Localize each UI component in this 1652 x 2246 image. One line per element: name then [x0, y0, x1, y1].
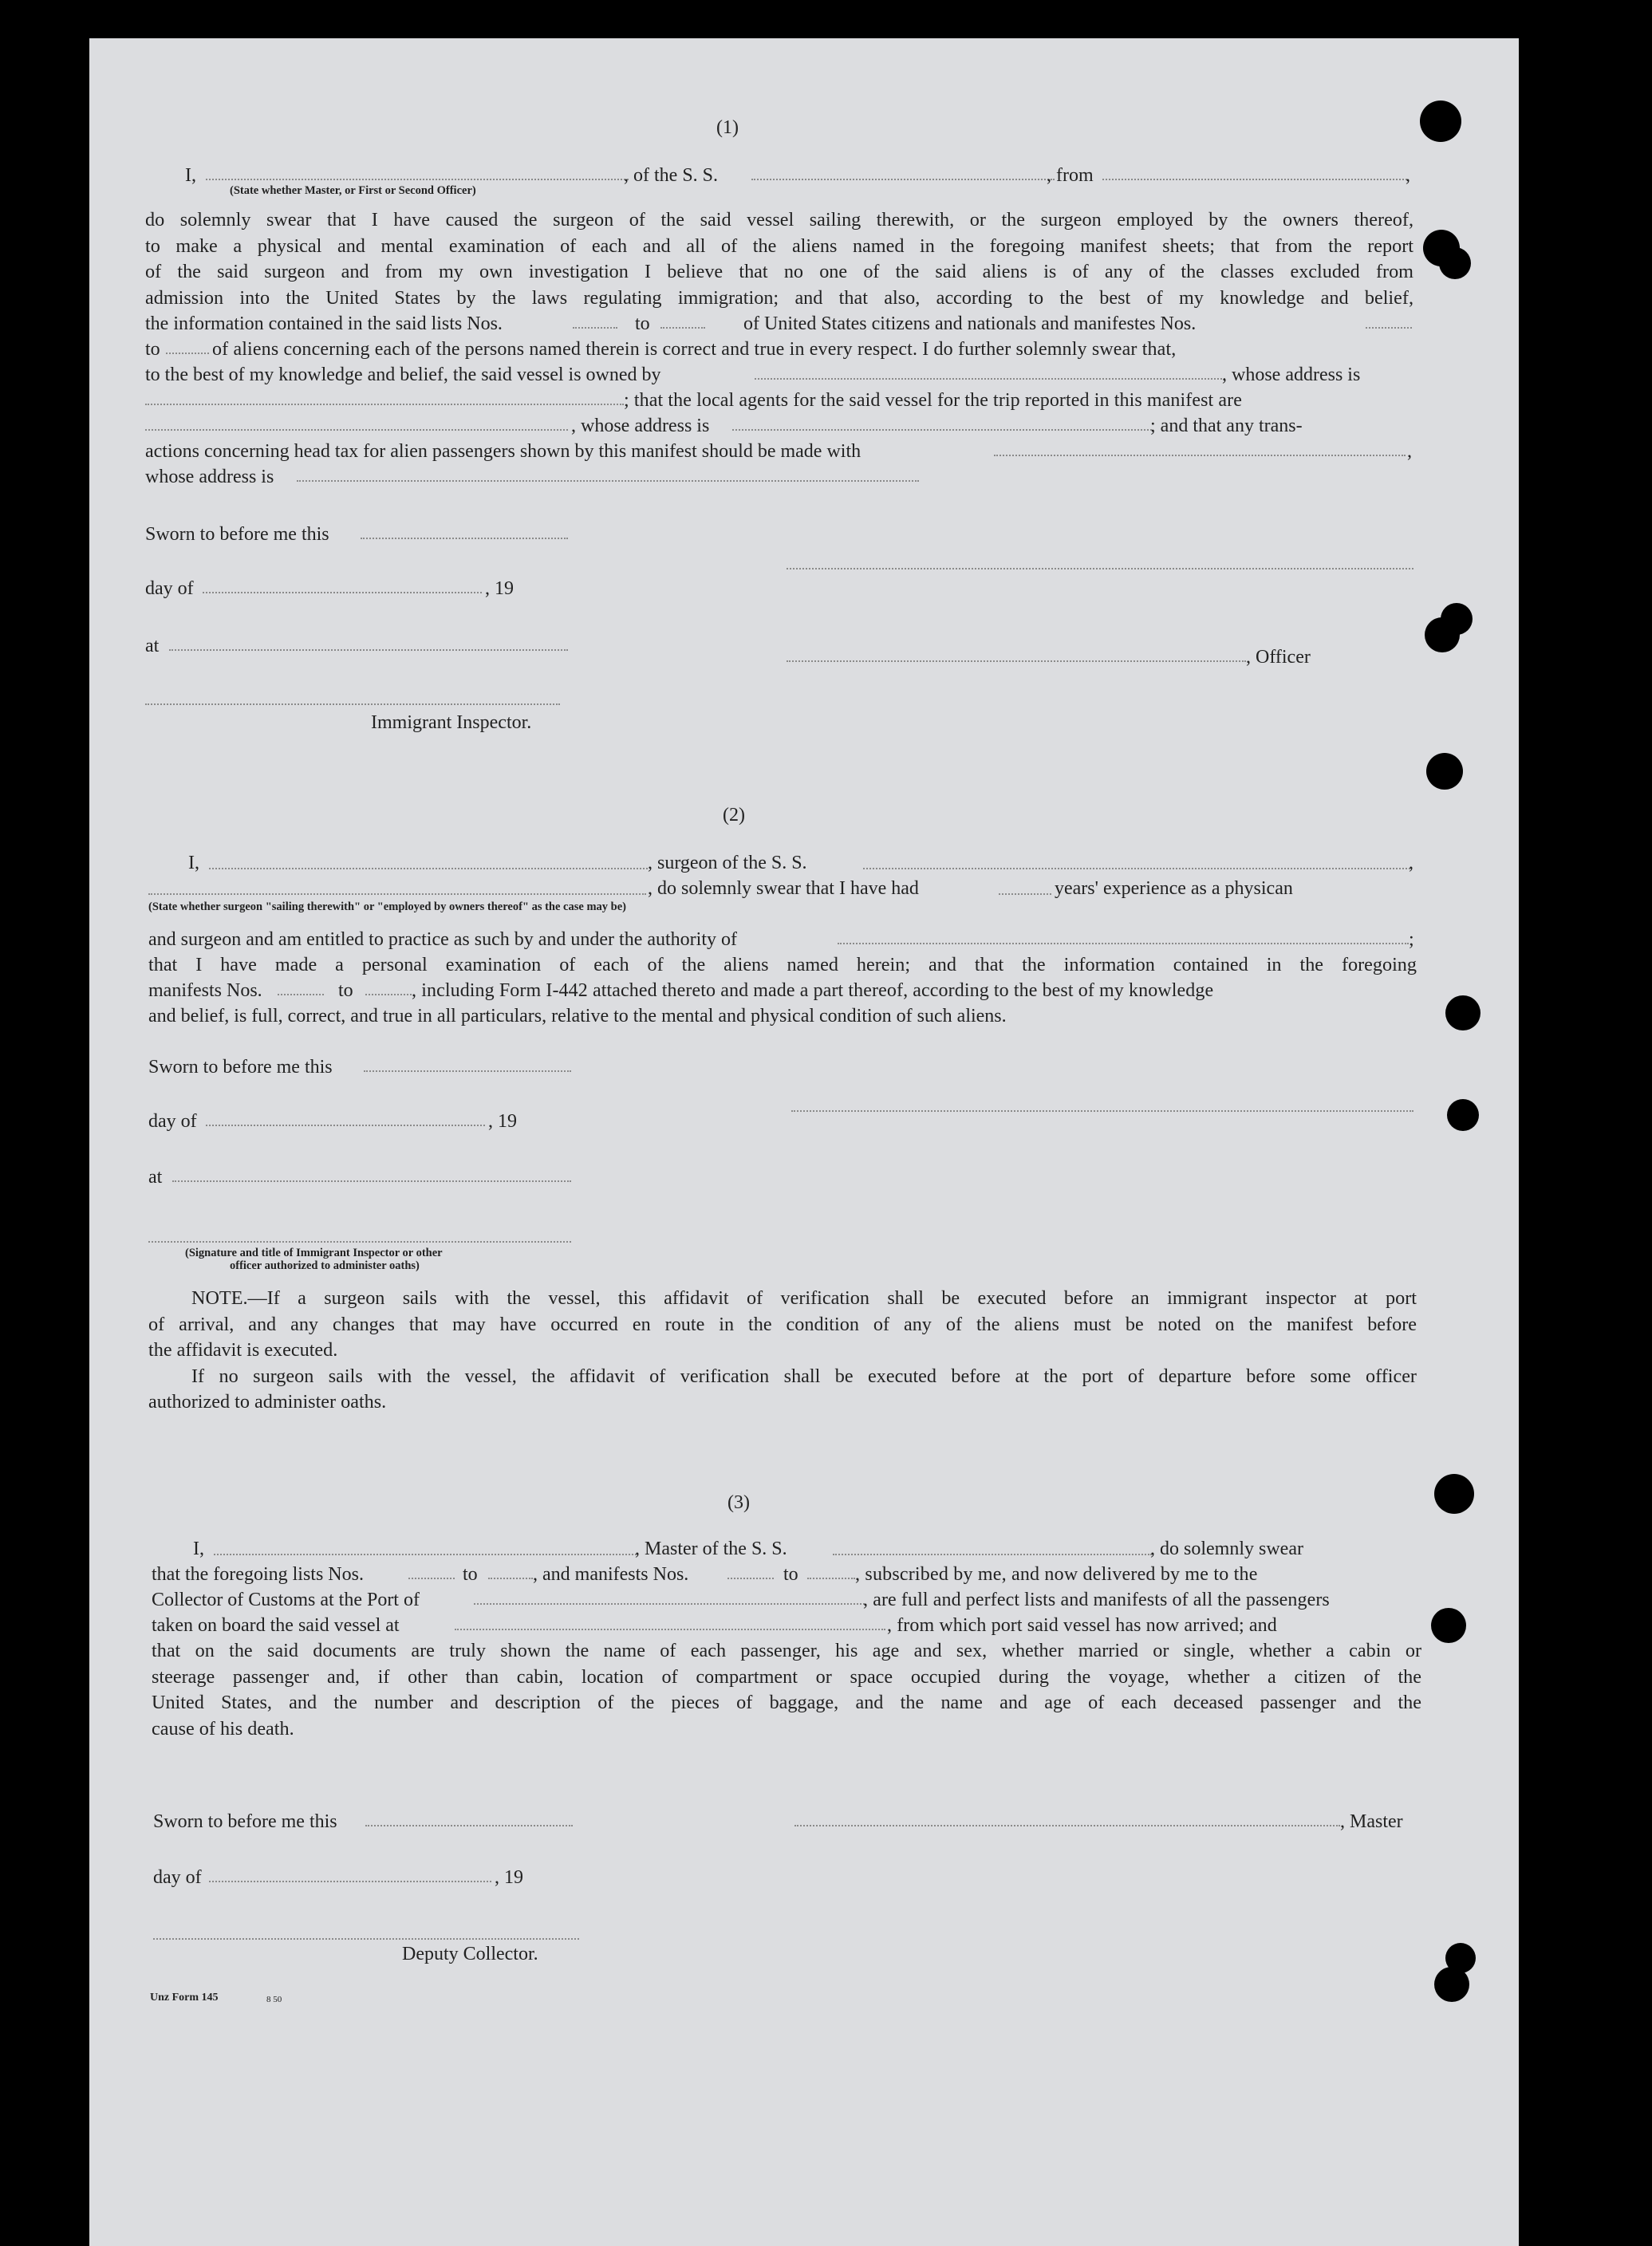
s3-oath-text [152, 1638, 1421, 1742]
s1-year-label: , 19 [485, 578, 514, 599]
s1-of-ss-label: , of the S. S. [624, 165, 719, 186]
s3-year-label: , 19 [495, 1867, 523, 1888]
s3-lists-label: that the foregoing lists Nos. [152, 1564, 364, 1585]
s1-comma: , [1407, 441, 1412, 462]
s2-inspector-signature-field[interactable] [148, 1241, 571, 1243]
s3-oath-line: United States, and the number and description of the pieces of baggage, and the name and age of each deceased passenger and the [152, 1692, 1421, 1714]
s1-to-label: to [635, 313, 650, 334]
s2-sworn-field[interactable] [364, 1070, 571, 1072]
s3-manifests-to-field[interactable] [807, 1578, 855, 1579]
surgeon-type-field[interactable] [148, 893, 646, 895]
s1-officer-field[interactable] [787, 660, 1246, 662]
s2-at-field[interactable] [172, 1180, 571, 1182]
s1-inspector-field[interactable] [145, 703, 560, 705]
s1-i-label: I, [185, 165, 196, 186]
s1-head-tax-text: actions concerning head tax for alien passengers shown by this manifest should be made with [145, 441, 861, 462]
s2-signature-note: (Signature and title of Immigrant Inspector or other [185, 1247, 443, 1259]
s1-lists-to-field[interactable] [660, 327, 705, 329]
s3-day-field[interactable] [209, 1881, 491, 1882]
section-1-number: (1) [716, 117, 739, 138]
s2-year-label: , 19 [488, 1111, 517, 1132]
punch-hole [1434, 1474, 1474, 1514]
agents-field[interactable] [145, 429, 568, 431]
s1-manifests-to-field[interactable] [166, 353, 209, 354]
s1-to-label-2: to [145, 339, 160, 360]
vessel-name-field[interactable] [751, 179, 1055, 180]
s1-lists-label: the information contained in the said lists Nos. [145, 313, 503, 334]
s3-oath-line: that on the said documents are truly shown the name of each passenger, his age and sex, whether married or single, whether a cabin or [152, 1640, 1421, 1661]
s2-belief-text: and belief, is full, correct, and true in all particulars, relative to the mental and physical condition of such aliens. [148, 1006, 1007, 1026]
s2-exam-text [148, 952, 1417, 979]
s1-at-label: at [145, 636, 160, 656]
authority-field[interactable] [838, 943, 1409, 944]
s2-vessel-field[interactable] [863, 868, 1410, 869]
s2-day-field[interactable] [206, 1125, 485, 1126]
head-tax-address-field[interactable] [297, 480, 919, 482]
form-date: 8 50 [266, 1995, 282, 2004]
surgeon-name-field[interactable] [209, 868, 648, 869]
note-line: If no surgeon sails with the vessel, the affidavit of verification shall be executed before at the port of departure before some officer [191, 1365, 1417, 1387]
note-line: of arrival, and any changes that may have occurred en route in the condition of any of the aliens must be noted on the manifest before [148, 1313, 1417, 1335]
punch-hole [1445, 995, 1480, 1030]
s2-manifests-label: manifests Nos. [148, 980, 262, 1001]
head-tax-contact-field[interactable] [994, 455, 1406, 456]
punch-hole [1447, 1099, 1479, 1131]
officer-name-field[interactable] [206, 179, 629, 180]
s3-master-signature-field[interactable] [794, 1825, 1340, 1826]
s1-at-field[interactable] [169, 649, 568, 651]
s3-to-label-2: to [783, 1564, 798, 1585]
from-port-field[interactable] [1102, 179, 1407, 180]
s1-lists-from-field[interactable] [573, 327, 617, 329]
s2-surgeon-label: , surgeon of the S. S. [648, 853, 807, 873]
punch-hole [1445, 1943, 1476, 1973]
punch-hole [1426, 753, 1463, 790]
years-experience-field[interactable] [999, 893, 1051, 895]
form-number: Unz Form 145 [150, 1992, 219, 2004]
s3-oath-line: steerage passenger and, if other than cabin, location of compartment or space occupied during the voyage, whether a citizen of the [152, 1665, 1421, 1688]
punch-hole [1420, 100, 1461, 142]
owner-address-field[interactable] [145, 404, 624, 405]
s3-master-label: , Master [1340, 1811, 1403, 1832]
s2-authority-text: and surgeon and am entitled to practice as such by and under the authority of [148, 929, 737, 950]
s1-from-label: , from [1047, 165, 1094, 186]
s1-oath-text [145, 207, 1413, 311]
s3-collector-label: Deputy Collector. [402, 1944, 538, 1964]
s3-i-label: I, [193, 1539, 204, 1559]
s3-day-label: day of [153, 1867, 202, 1888]
s1-whose-address-label: whose address is [145, 467, 274, 487]
s2-manifests-from-field[interactable] [278, 994, 324, 995]
officer-rank-note: (State whether Master, or First or Second Officer) [230, 184, 476, 197]
s3-manifests-from-field[interactable] [727, 1578, 774, 1579]
s2-semicolon: ; [1409, 929, 1414, 950]
s2-manifests-to-field[interactable] [365, 994, 412, 995]
s3-sworn-field[interactable] [365, 1825, 573, 1826]
s3-vessel-field[interactable] [833, 1554, 1152, 1555]
s1-sworn-field[interactable] [361, 538, 568, 539]
s1-transactions-text: ; and that any trans- [1150, 416, 1303, 436]
s1-officer-label: , Officer [1246, 647, 1311, 668]
s1-inspector-label: Immigrant Inspector. [371, 712, 532, 733]
note-line: authorized to administer oaths. [148, 1391, 387, 1413]
s1-oath-line: of the said surgeon and from my own investigation I believe that no one of the said aliens is of any of the classes excluded from [145, 261, 1413, 283]
s3-boarded-label: taken on board the said vessel at [152, 1615, 400, 1636]
s2-signature-field[interactable] [791, 1110, 1413, 1112]
s2-signature-note-2: officer authorized to administer oaths) [230, 1259, 420, 1272]
s2-i-label: I, [188, 853, 199, 873]
s3-manifests-label: , and manifests Nos. [533, 1564, 689, 1585]
s2-to-label: to [338, 980, 353, 1001]
s3-lists-from-field[interactable] [408, 1578, 455, 1579]
s2-comma: , [1409, 853, 1413, 873]
s2-at-label: at [148, 1167, 163, 1188]
master-name-field[interactable] [214, 1554, 637, 1555]
section-2-number: (2) [723, 805, 745, 826]
punch-hole [1439, 247, 1471, 279]
s1-manifests-label: of United States citizens and nationals and manifestes Nos. [743, 313, 1197, 334]
s1-agents-address-label: , whose address is [571, 416, 710, 436]
s1-oath-line: do solemnly swear that I have caused the surgeon of the said vessel sailing therewith, or the surgeon employed by the owners thereof, [145, 209, 1413, 231]
punch-hole [1431, 1608, 1466, 1643]
s1-sworn-label: Sworn to before me this [145, 524, 329, 545]
note-paragraph [148, 1286, 1417, 1416]
s3-subscribed-text: , subscribed by me, and now delivered by me to the [855, 1564, 1258, 1585]
s3-port-label: Collector of Customs at the Port of [152, 1590, 420, 1610]
agents-address-field[interactable] [732, 429, 1152, 431]
owner-field[interactable] [755, 378, 1225, 380]
boarding-port-field[interactable] [455, 1629, 885, 1630]
port-field[interactable] [474, 1603, 865, 1605]
s1-manifests-from-field[interactable] [1366, 327, 1412, 329]
s2-exam-line: that I have made a personal examination of each of the aliens named herein; and that the information contained in the foregoing [148, 954, 1417, 975]
s3-swear-text: , do solemnly swear [1150, 1539, 1303, 1559]
s1-signature-field[interactable] [787, 568, 1413, 569]
s2-sworn-label: Sworn to before me this [148, 1057, 333, 1078]
s1-owner-address-label: , whose address is [1222, 364, 1361, 385]
s2-years-text: years' experience as a physican [1055, 878, 1293, 899]
s3-sworn-label: Sworn to before me this [153, 1811, 337, 1832]
form-page: (1) I, , of the S. S. , from , (State whether Master, or First or Second Officer) do solemnly swear that I have caused the surgeon of the said vessel sailing therewith, or the surgeon employed by the owners thereof, to make a physical and mental examination of each and all of the aliens named in the foregoing manifest sheets; that from the report of the said surgeon and from my own investigation I believe that no one of the said aliens is of any of the classes excluded from admission into the United States by the laws regulating immigration; and that also, according to the best of my knowledge and belief, the information contained in the said lists Nos. to of United States citizens and nationals and manifestes Nos. to of aliens concerning each of the persons named therein is correct and true in every respect. I do further solemnly swear that, to the best of my knowledge and belief, the said vessel is owned by , whose address is ; that the local agents for the said vessel for the trip reported in this manifest are , whose address is ; and that any trans- actions concerning head tax for alien passengers shown by this manifest should be made with , whose address is Sworn to before me this day of , 19 at , Officer Immigrant Inspector. (2) I, , surgeon of the S. S. , , do solemnly swear that I have had years' experience as a physican (State whether surgeon "sailing therewith" or "employed by owners thereof" as the case may be) and surgeon and am entitled to practice as such by and under the authority of ; that I have made a personal examination of each of the aliens named herein; and that the information contained in the foregoing manifests Nos. to , including Form I-442 attached thereto and made a part thereof, according to the best of my knowledge and belief, is full, correct, and true in all particulars, relative to the mental and physical condition of such aliens. Sworn to before me this day of , 19 at (Signature and title of Immigrant Inspector or other officer authorized to administer oaths) NOTE.—If a surgeon sails with the vessel, this affidavit of verification shall be executed before an immigrant inspector at port of arrival, and any changes that may have occurred en route in the condition of any of the aliens must be noted on the manifest before the affidavit is executed. If no surgeon sails with the vessel, the affidavit of verification shall be executed before at the port of departure before some officer authorized to administer oaths. (3) I, , Master of the S. S. , do solemnly swear that the foregoing lists Nos. to , and manifests Nos. to , subscribed by me, and now delivered by me to the Collector of Customs at the Port of , are full and perfect lists and manifests of all the passengers taken on board the said vessel at , from which port said vessel has now arrived; and that on the said documents are truly shown the name of each passenger, his age and sex, whether married or single, whether a cabin or steerage passenger and, if other than cabin, location of compartment or space occupied during the voyage, whether a citizen of the United States, and the number and description of the pieces of baggage, and the name and age of each deceased passenger and the cause of his death. Sworn to before me this , Master day of , 19 Deputy Collector. Unz Form 145 8 50 [89, 38, 1519, 2246]
s3-oath-line: cause of his death. [152, 1717, 294, 1740]
s2-day-label: day of [148, 1111, 197, 1132]
s2-swear-text: , do solemnly swear that I have had [648, 878, 919, 899]
section-3-number: (3) [727, 1492, 750, 1513]
s3-to-label: to [463, 1564, 478, 1585]
s1-oath-line: to make a physical and mental examination of each and all of the aliens named in the foregoing manifest sheets; that from the report [145, 234, 1413, 257]
s3-lists-to-field[interactable] [488, 1578, 533, 1579]
s1-agents-text: ; that the local agents for the said vessel for the trip reported in this manifest are [624, 390, 1243, 411]
punch-hole [1441, 603, 1473, 635]
s1-aliens-text: of aliens concerning each of the persons named therein is correct and true in every respect. I do further solemnly swear that, [212, 339, 1177, 360]
surgeon-type-note: (State whether surgeon "sailing therewith" or "employed by owners thereof" as the case may be) [148, 900, 626, 913]
s1-owned-by-label: to the best of my knowledge and belief, the said vessel is owned by [145, 364, 661, 385]
s1-day-field[interactable] [203, 592, 482, 593]
s3-master-of-label: , Master of the S. S. [635, 1539, 787, 1559]
s1-day-label: day of [145, 578, 194, 599]
s1-oath-line: admission into the United States by the laws regulating immigration; and that also, according to the best of my knowledge and belief, [145, 286, 1413, 309]
s3-lists-text: , are full and perfect lists and manifests of all the passengers [863, 1590, 1330, 1610]
note-line: NOTE.—If a surgeon sails with the vessel, this affidavit of verification shall be executed before an immigrant inspector at port [191, 1287, 1417, 1309]
note-line: the affidavit is executed. [148, 1339, 338, 1361]
s3-collector-field[interactable] [153, 1938, 579, 1940]
s2-form-text: , including Form I-442 attached thereto and made a part thereof, according to the best of my knowledge [412, 980, 1214, 1001]
s3-arrived-text: , from which port said vessel has now arrived; and [887, 1615, 1277, 1636]
